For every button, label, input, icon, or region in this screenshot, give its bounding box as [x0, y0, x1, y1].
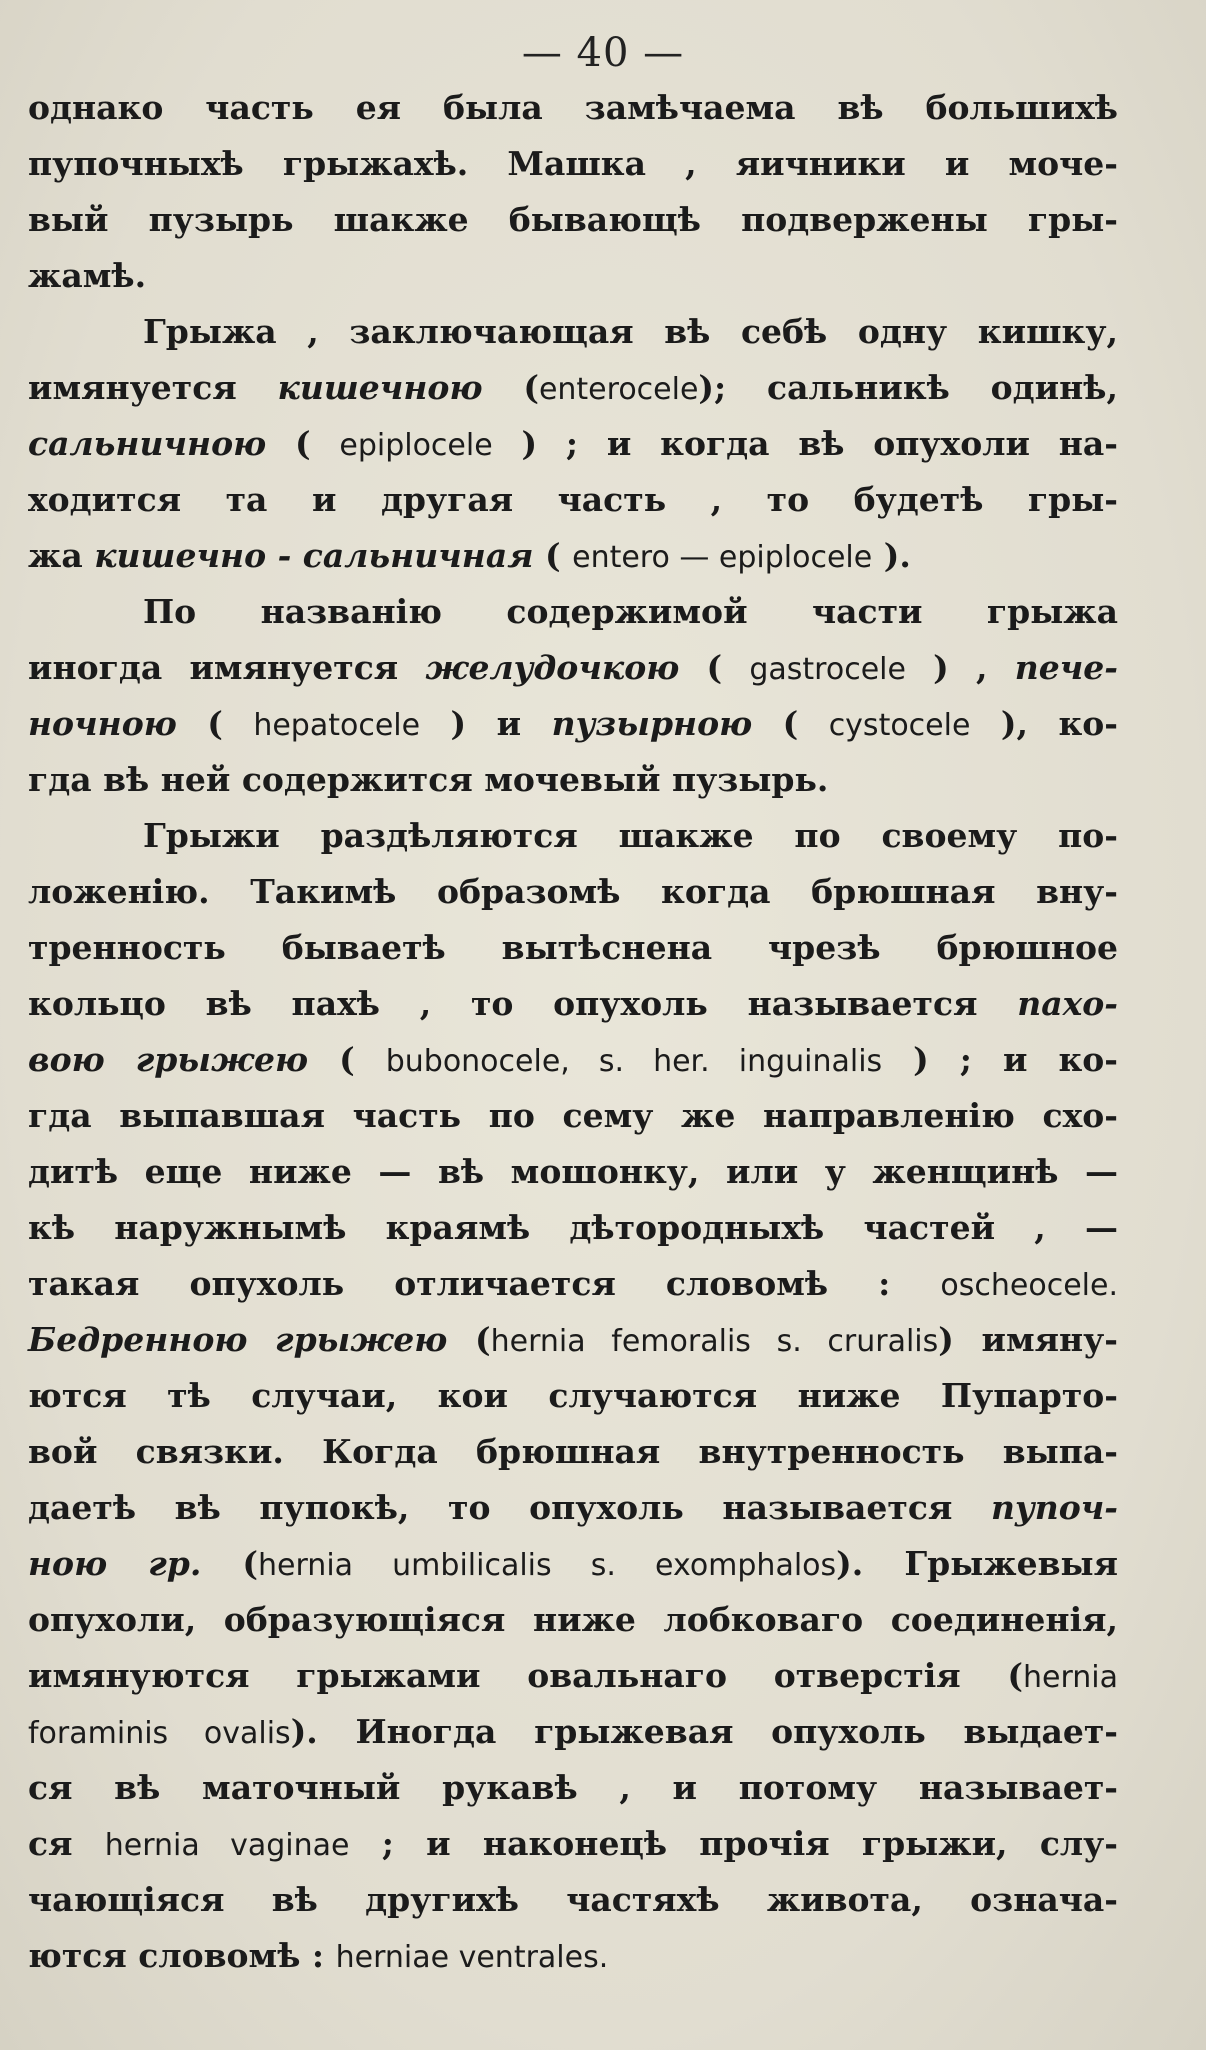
latin-term: hernia [1022, 1660, 1118, 1695]
text-line [28, 1088, 1118, 1144]
text-line [28, 808, 1118, 864]
text-line [28, 752, 1118, 808]
text-line [28, 1872, 1118, 1928]
text-line [28, 192, 1118, 248]
text-segment: чающіяся вѣ другихѣ частяхѣ живота, означа- [28, 1880, 1118, 1919]
text-segment: ). Грыжевыя [836, 1544, 1118, 1583]
text-segment: ( [266, 424, 340, 463]
text-segment: ( [482, 368, 539, 407]
text-segment: ) ; и ко- [882, 1040, 1118, 1079]
text-segment: вой связки. Когда брюшная внутренность выпа- [28, 1432, 1118, 1471]
text-line [28, 976, 1118, 1032]
italic-term: вою грыжею [28, 1040, 309, 1079]
text-segment: ложенію. Такимѣ образомѣ когда брюшная вну- [28, 872, 1118, 911]
italic-term: желудочкою [425, 648, 680, 687]
text-segment: ). Иногда грыжевая опухоль выдает- [290, 1712, 1118, 1751]
text-line [28, 1368, 1118, 1424]
text-line [28, 1200, 1118, 1256]
text-segment: однако часть ея была замѣчаема вѣ большихѣ [28, 88, 1118, 127]
latin-term: herniae ventrales. [335, 1940, 609, 1975]
text-line [28, 416, 1118, 472]
paragraph [28, 304, 1118, 584]
latin-term: entero — epiplocele [572, 540, 873, 575]
text-segment: ( [752, 704, 829, 743]
text-segment: ); сальникѣ одинѣ, [698, 368, 1118, 407]
text-segment: ( [308, 1040, 386, 1079]
text-line [28, 1032, 1118, 1088]
text-segment: По названію содержимой части грыжа [143, 592, 1118, 631]
text-segment: кѣ наружнымѣ краямѣ дѣтородныхѣ частей , — [28, 1208, 1118, 1247]
text-segment: ), ко- [970, 704, 1119, 743]
latin-term: cystocele [828, 708, 971, 743]
italic-term: пахо- [1017, 984, 1118, 1023]
latin-term: enterocele [538, 372, 699, 407]
text-segment: тренность бываетѣ вытѣснена чрезѣ брюшное [28, 928, 1118, 967]
italic-term: кишечною [277, 368, 483, 407]
text-line [28, 584, 1118, 640]
text-segment: ) имяну- [938, 1320, 1118, 1359]
text-line [28, 360, 1118, 416]
text-segment: ). [872, 536, 911, 575]
latin-term: hepatocele [253, 708, 421, 743]
text-segment: гда выпавшая часть по сему же направленію схо- [28, 1096, 1118, 1135]
page-number: — 40 — [521, 30, 685, 76]
text-segment: имянуется [28, 368, 278, 407]
text-line [28, 136, 1118, 192]
text-segment: Грыжи раздѣляются шакже по своему по- [143, 816, 1118, 855]
text-line [28, 1816, 1118, 1872]
text-line [28, 1480, 1118, 1536]
paragraph [28, 80, 1118, 304]
latin-term: foraminis ovalis [28, 1716, 291, 1751]
text-line [28, 1704, 1118, 1760]
text-line [28, 1760, 1118, 1816]
italic-term: пупоч- [990, 1488, 1118, 1527]
text-segment: ( [533, 536, 573, 575]
latin-term: oscheocele. [940, 1268, 1118, 1303]
text-line [28, 920, 1118, 976]
text-line [28, 1312, 1118, 1368]
italic-term: пече- [1014, 648, 1118, 687]
text-segment: ) ; и когда вѣ опухоли на- [492, 424, 1119, 463]
latin-term: hernia umbilicalis s. exomphalos [258, 1548, 837, 1583]
text-segment: ются словомѣ : [28, 1936, 336, 1975]
text-line [28, 1424, 1118, 1480]
italic-term: Бедренною грыжею [28, 1320, 448, 1359]
text-segment: ) , [905, 648, 1015, 687]
text-line [28, 304, 1118, 360]
text-line [28, 1928, 1118, 1984]
text-segment: ( [201, 1544, 259, 1583]
text-segment: ( [679, 648, 750, 687]
text-segment: дитѣ еще ниже — вѣ мошонку, или у женщинѣ — [28, 1152, 1118, 1191]
text-line [28, 1648, 1118, 1704]
latin-term: hernia vaginae [104, 1828, 350, 1863]
text-segment: пупочныхѣ грыжахѣ. Машка , яичники и моче- [28, 144, 1118, 183]
text-line [28, 248, 1118, 304]
italic-term: ночною [28, 704, 177, 743]
text-line [28, 80, 1118, 136]
italic-term: кишечно - сальничная [94, 536, 534, 575]
italic-term: пузырною [551, 704, 753, 743]
text-segment: Грыжа , заключающая вѣ себѣ одну кишку, [143, 312, 1118, 351]
text-line [28, 528, 1118, 584]
text-segment: ходится та и другая часть , то будетѣ гры- [28, 480, 1118, 519]
latin-term: hernia femoralis s. cruralis [490, 1324, 939, 1359]
paragraph [28, 584, 1118, 808]
text-segment: иногда имянуется [28, 648, 426, 687]
text-segment: жамѣ. [28, 256, 147, 295]
text-segment: даетѣ вѣ пупокѣ, то опухоль называется [28, 1488, 991, 1527]
text-segment: ся вѣ маточный рукавѣ , и потому называет- [28, 1768, 1118, 1807]
text-line [28, 1256, 1118, 1312]
text-line [28, 1592, 1118, 1648]
text-line [28, 1144, 1118, 1200]
text-line [28, 696, 1118, 752]
text-segment: вый пузырь шакже бывающѣ подвержены гры- [28, 200, 1118, 239]
italic-term: ною гр. [28, 1544, 202, 1583]
text-segment: кольцо вѣ пахѣ , то опухоль называется [28, 984, 1018, 1023]
text-segment: имянуются грыжами овальнаго отверстія ( [28, 1656, 1023, 1695]
text-segment: ; и наконецѣ прочія грыжи, слу- [349, 1824, 1118, 1863]
text-segment: жа [28, 536, 95, 575]
text-line [28, 472, 1118, 528]
text-segment: ( [176, 704, 254, 743]
text-line [28, 864, 1118, 920]
paragraph [28, 808, 1118, 1984]
text-segment: ) и [420, 704, 552, 743]
text-segment: такая опухоль отличается словомѣ : [28, 1264, 941, 1303]
latin-term: bubonocele, s. her. inguinalis [385, 1044, 883, 1079]
italic-term: сальничною [28, 424, 267, 463]
text-segment: ( [447, 1320, 491, 1359]
latin-term: gastrocele [749, 652, 906, 687]
text-segment: опухоли, образующіяся ниже лобковаго соединенія, [28, 1600, 1118, 1639]
text-segment: ся [28, 1824, 105, 1863]
body-text [28, 80, 1118, 1984]
text-segment: гда вѣ ней содержится мочевый пузырь. [28, 760, 829, 799]
text-line [28, 1536, 1118, 1592]
text-line [28, 640, 1118, 696]
latin-term: epiplocele [339, 428, 493, 463]
text-segment: ются тѣ случаи, кои случаются ниже Пупарто- [28, 1376, 1118, 1415]
